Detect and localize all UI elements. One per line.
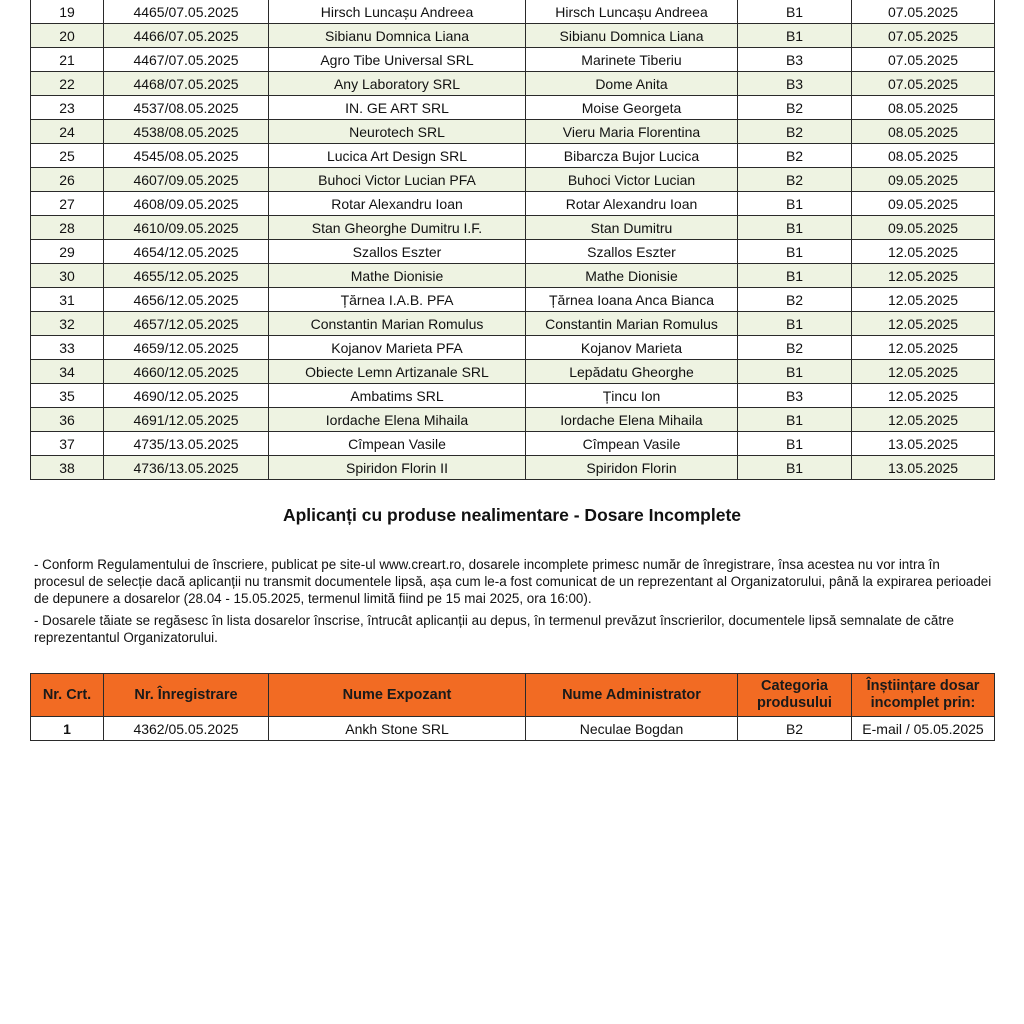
cell-date: 13.05.2025 xyxy=(852,456,995,480)
cell-nr: 36 xyxy=(31,408,104,432)
cell-administrator: Rotar Alexandru Ioan xyxy=(526,192,738,216)
cell-date: 12.05.2025 xyxy=(852,384,995,408)
cell-category: B2 xyxy=(738,144,852,168)
cell-nr: 24 xyxy=(31,120,104,144)
table-row xyxy=(31,456,995,480)
cell-exhibitor: Stan Gheorghe Dumitru I.F. xyxy=(269,216,526,240)
cell-date: 07.05.2025 xyxy=(852,48,995,72)
table-row xyxy=(31,360,995,384)
cell-registration: 4545/08.05.2025 xyxy=(104,144,269,168)
cell-nr: 35 xyxy=(31,384,104,408)
cell-registration: 4608/09.05.2025 xyxy=(104,192,269,216)
cell-nr: 26 xyxy=(31,168,104,192)
cell-date: 12.05.2025 xyxy=(852,408,995,432)
table-row xyxy=(31,717,995,741)
cell-category: B2 xyxy=(738,717,852,741)
cell-nr: 29 xyxy=(31,240,104,264)
cell-nr: 28 xyxy=(31,216,104,240)
cell-registration: 4607/09.05.2025 xyxy=(104,168,269,192)
cell-administrator: Stan Dumitru xyxy=(526,216,738,240)
cell-exhibitor: Spiridon Florin II xyxy=(269,456,526,480)
cell-exhibitor: Any Laboratory SRL xyxy=(269,72,526,96)
header-category: Categoria produsului xyxy=(738,674,852,717)
cell-date: 12.05.2025 xyxy=(852,264,995,288)
cell-exhibitor: IN. GE ART SRL xyxy=(269,96,526,120)
cell-nr: 37 xyxy=(31,432,104,456)
cell-category: B1 xyxy=(738,432,852,456)
cell-exhibitor: Constantin Marian Romulus xyxy=(269,312,526,336)
cell-registration: 4690/12.05.2025 xyxy=(104,384,269,408)
table-row xyxy=(31,264,995,288)
cell-administrator: Hirsch Luncașu Andreea xyxy=(526,0,738,24)
cell-exhibitor: Obiecte Lemn Artizanale SRL xyxy=(269,360,526,384)
cell-category: B3 xyxy=(738,72,852,96)
cell-administrator: Cîmpean Vasile xyxy=(526,432,738,456)
table-row xyxy=(31,24,995,48)
table-row xyxy=(31,408,995,432)
incomplete-files-table xyxy=(30,673,995,741)
cell-category: B3 xyxy=(738,384,852,408)
note-paragraph-regulation: - Conform Regulamentului de înscriere, publicat pe site-ul www.creart.ro, dosarele incomplete primesc număr de înregistrare, însa acestea nu vor intra în procesul de selecție dacă aplicanții nu transmit documentele lipsă, așa cum le-a fost comunicat de un reprezentant al Organizatorului, până la expirarea perioadei de depunere a dosarelor (28.04 - 15.05.2025, termenul limită fiind pe 15 mai 2025, ora 16:00). xyxy=(34,557,992,606)
cell-registration: 4660/12.05.2025 xyxy=(104,360,269,384)
cell-exhibitor: Mathe Dionisie xyxy=(269,264,526,288)
cell-registration: 4655/12.05.2025 xyxy=(104,264,269,288)
cell-date: 12.05.2025 xyxy=(852,240,995,264)
cell-category: B1 xyxy=(738,192,852,216)
cell-date: 12.05.2025 xyxy=(852,288,995,312)
cell-date: 08.05.2025 xyxy=(852,96,995,120)
cell-category: B1 xyxy=(738,0,852,24)
cell-exhibitor: Iordache Elena Mihaila xyxy=(269,408,526,432)
cell-date: 13.05.2025 xyxy=(852,432,995,456)
cell-nr: 30 xyxy=(31,264,104,288)
cell-category: B3 xyxy=(738,48,852,72)
cell-registration: 4362/05.05.2025 xyxy=(104,717,269,741)
cell-registration: 4736/13.05.2025 xyxy=(104,456,269,480)
cell-nr: 33 xyxy=(31,336,104,360)
table-row xyxy=(31,216,995,240)
cell-administrator: Bibarcza Bujor Lucica xyxy=(526,144,738,168)
table-row xyxy=(31,48,995,72)
cell-registration: 4538/08.05.2025 xyxy=(104,120,269,144)
cell-administrator: Spiridon Florin xyxy=(526,456,738,480)
cell-administrator: Neculae Bogdan xyxy=(526,717,738,741)
table-row xyxy=(31,120,995,144)
header-administrator: Nume Administrator xyxy=(526,674,738,717)
cell-administrator: Sibianu Domnica Liana xyxy=(526,24,738,48)
table-row xyxy=(31,192,995,216)
cell-nr: 22 xyxy=(31,72,104,96)
cell-category: B2 xyxy=(738,120,852,144)
cell-exhibitor: Sibianu Domnica Liana xyxy=(269,24,526,48)
cell-nr: 27 xyxy=(31,192,104,216)
incomplete-table-header-row xyxy=(31,674,995,717)
cell-exhibitor: Szallos Eszter xyxy=(269,240,526,264)
cell-category: B1 xyxy=(738,240,852,264)
cell-nr: 19 xyxy=(31,0,104,24)
cell-administrator: Szallos Eszter xyxy=(526,240,738,264)
cell-date: 12.05.2025 xyxy=(852,360,995,384)
table-row xyxy=(31,240,995,264)
cell-category: B1 xyxy=(738,312,852,336)
cell-exhibitor: Neurotech SRL xyxy=(269,120,526,144)
cell-exhibitor: Ambatims SRL xyxy=(269,384,526,408)
table-row xyxy=(31,384,995,408)
cell-category: B1 xyxy=(738,408,852,432)
cell-administrator: Iordache Elena Mihaila xyxy=(526,408,738,432)
header-registration: Nr. Înregistrare xyxy=(104,674,269,717)
cell-administrator: Vieru Maria Florentina xyxy=(526,120,738,144)
cell-exhibitor: Kojanov Marieta PFA xyxy=(269,336,526,360)
registered-applicants-table-body xyxy=(31,0,995,480)
cell-exhibitor: Țărnea I.A.B. PFA xyxy=(269,288,526,312)
cell-registration: 4654/12.05.2025 xyxy=(104,240,269,264)
table-row xyxy=(31,144,995,168)
cell-date: 07.05.2025 xyxy=(852,24,995,48)
cell-registration: 4735/13.05.2025 xyxy=(104,432,269,456)
incomplete-notes xyxy=(34,556,994,651)
cell-exhibitor: Agro Tibe Universal SRL xyxy=(269,48,526,72)
table-row xyxy=(31,432,995,456)
header-notice: Înștiințare dosar incomplet prin: xyxy=(852,674,995,717)
cell-exhibitor: Cîmpean Vasile xyxy=(269,432,526,456)
cell-exhibitor: Rotar Alexandru Ioan xyxy=(269,192,526,216)
cell-date: 07.05.2025 xyxy=(852,72,995,96)
cell-nr: 21 xyxy=(31,48,104,72)
cell-administrator: Lepădatu Gheorghe xyxy=(526,360,738,384)
cell-date: 07.05.2025 xyxy=(852,0,995,24)
cell-registration: 4657/12.05.2025 xyxy=(104,312,269,336)
cell-nr: 32 xyxy=(31,312,104,336)
cell-exhibitor: Ankh Stone SRL xyxy=(269,717,526,741)
cell-administrator: Constantin Marian Romulus xyxy=(526,312,738,336)
cell-registration: 4468/07.05.2025 xyxy=(104,72,269,96)
cell-category: B2 xyxy=(738,288,852,312)
cell-nr: 25 xyxy=(31,144,104,168)
cell-category: B1 xyxy=(738,456,852,480)
cell-registration: 4537/08.05.2025 xyxy=(104,96,269,120)
cell-date: 12.05.2025 xyxy=(852,336,995,360)
table-row xyxy=(31,312,995,336)
cell-category: B1 xyxy=(738,216,852,240)
cell-exhibitor: Lucica Art Design SRL xyxy=(269,144,526,168)
cell-date: 12.05.2025 xyxy=(852,312,995,336)
cell-date: 08.05.2025 xyxy=(852,144,995,168)
table-row xyxy=(31,168,995,192)
cell-nr: 34 xyxy=(31,360,104,384)
cell-exhibitor: Hirsch Luncașu Andreea xyxy=(269,0,526,24)
cell-registration: 4656/12.05.2025 xyxy=(104,288,269,312)
cell-date: 09.05.2025 xyxy=(852,192,995,216)
cell-category: B1 xyxy=(738,360,852,384)
cell-registration: 4466/07.05.2025 xyxy=(104,24,269,48)
incomplete-files-table-body xyxy=(31,717,995,741)
cell-registration: 4467/07.05.2025 xyxy=(104,48,269,72)
cell-registration: 4691/12.05.2025 xyxy=(104,408,269,432)
table-row xyxy=(31,336,995,360)
header-nr-crt: Nr. Crt. xyxy=(31,674,104,717)
table-row xyxy=(31,96,995,120)
cell-administrator: Mathe Dionisie xyxy=(526,264,738,288)
cell-date: 09.05.2025 xyxy=(852,216,995,240)
cell-category: B1 xyxy=(738,264,852,288)
cell-nr: 20 xyxy=(31,24,104,48)
cell-date: 09.05.2025 xyxy=(852,168,995,192)
cell-administrator: Moise Georgeta xyxy=(526,96,738,120)
cell-notice: E-mail / 05.05.2025 xyxy=(852,717,995,741)
cell-registration: 4610/09.05.2025 xyxy=(104,216,269,240)
registered-applicants-table xyxy=(30,0,995,480)
cell-nr: 1 xyxy=(31,717,104,741)
header-exhibitor: Nume Expozant xyxy=(269,674,526,717)
cell-administrator: Țincu Ion xyxy=(526,384,738,408)
incomplete-section-title: Aplicanți cu produse nealimentare - Dosare Incomplete xyxy=(282,505,742,525)
cell-date: 08.05.2025 xyxy=(852,120,995,144)
cell-registration: 4659/12.05.2025 xyxy=(104,336,269,360)
cell-category: B2 xyxy=(738,336,852,360)
table-row xyxy=(31,72,995,96)
table-row xyxy=(31,0,995,24)
cell-nr: 23 xyxy=(31,96,104,120)
cell-nr: 31 xyxy=(31,288,104,312)
cell-nr: 38 xyxy=(31,456,104,480)
cell-administrator: Kojanov Marieta xyxy=(526,336,738,360)
cell-category: B1 xyxy=(738,24,852,48)
note-paragraph-crossed-files: - Dosarele tăiate se regăsesc în lista dosarelor înscrise, întrucât aplicanții au depus, în termenul prevăzut înscrierilor, documentele lipsă semnalate de către reprezentantul Organizatorului. xyxy=(34,613,954,645)
cell-category: B2 xyxy=(738,168,852,192)
cell-administrator: Buhoci Victor Lucian xyxy=(526,168,738,192)
cell-exhibitor: Buhoci Victor Lucian PFA xyxy=(269,168,526,192)
cell-category: B2 xyxy=(738,96,852,120)
cell-administrator: Marinete Tiberiu xyxy=(526,48,738,72)
cell-administrator: Țărnea Ioana Anca Bianca xyxy=(526,288,738,312)
cell-registration: 4465/07.05.2025 xyxy=(104,0,269,24)
cell-administrator: Dome Anita xyxy=(526,72,738,96)
table-row xyxy=(31,288,995,312)
